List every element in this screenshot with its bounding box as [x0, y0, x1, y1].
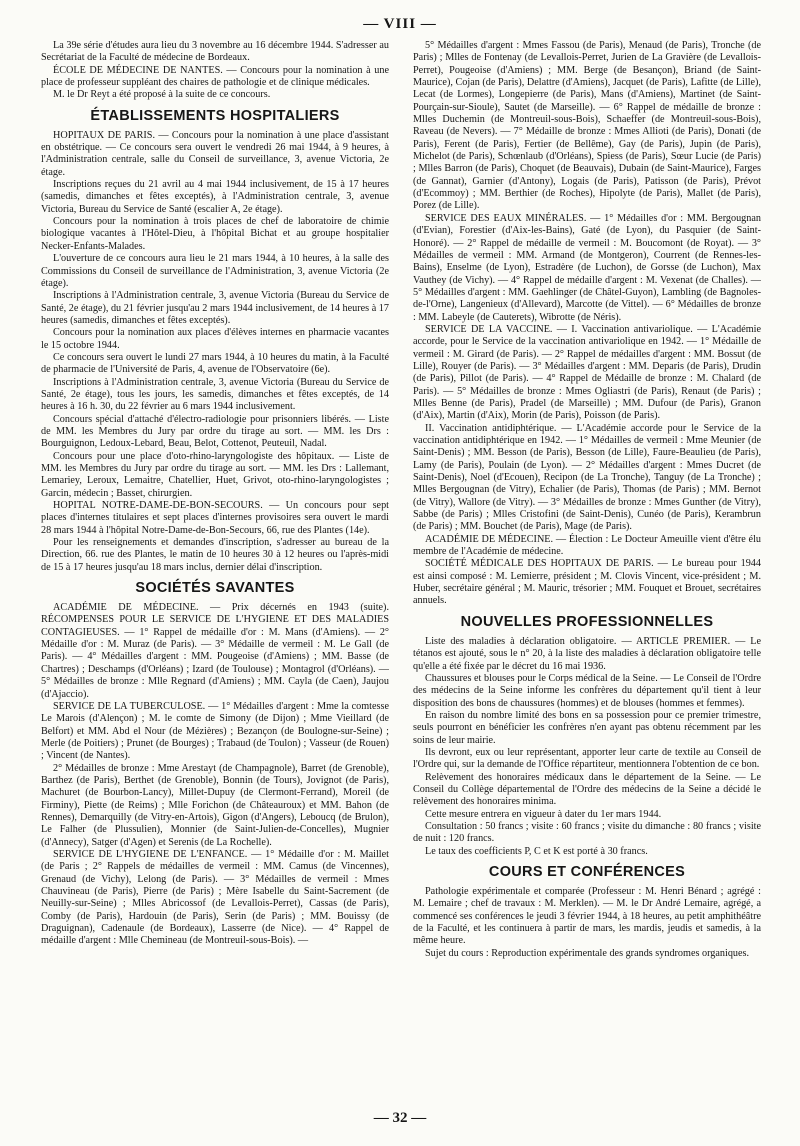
- paragraph: Ils devront, eux ou leur représentant, apporter leur carte de textile au Conseil de l'Ordre qui, sur la demande de l'Office répartiteur, mentionnera l'obtention de ce bon.: [413, 746, 761, 771]
- paragraph: Inscriptions à l'Administration centrale, 3, avenue Victoria (Bureau du Service de Santé, 2e étage), tous les jours, les samedis, dimanches et fêtes exceptés, de 14 heures à 16 h. 30, du 22 février au 6 mars 1944 inclusivement.: [41, 376, 389, 413]
- paragraph: L'ouverture de ce concours aura lieu le 21 mars 1944, à 10 heures, à la salle des Commissions du Conseil de surveillance de l'Administration, 3, avenue Victoria (2e étage).: [41, 253, 389, 289]
- paragraph: ACADÉMIE DE MÉDECINE. — Élection : Le Docteur Ameuille vient d'être élu membre de l'Académie de médecine.: [413, 533, 761, 558]
- paragraph: SERVICE DE LA VACCINE. — I. Vaccination antivariolique. — L'Académie accorde, pour le Service de la vaccination antivariolique en 1942. — 1° Médaille de vermeil : M. Girard (de Paris). — 2° Rappel de médailles d'argent : MM. Bossut (de Lille), Rouyer (de Paris). — 3° Médailles d'argent : MM. Deparis (de Paris), Drudin (de Paris), Pillot (de Paris). — 4° Rappel de Médaille de bronze : M. Chalard (de Paris). — 5° Médailles de bronze : Mmes Ogliastri (de Paris), Renaut (de Paris) ; Mlles Benne (de Paris), Pradel (de Marseille) ; MM. Dufour (de Paris), Granon (d'Aix), Martin (d'Aix), Morin (de Paris), Poisson (de Paris).: [413, 323, 761, 422]
- paragraph: Liste des maladies à déclaration obligatoire. — ARTICLE PREMIER. — Le tétanos est ajouté, sous le n° 20, à la liste des maladies à déclaration obligatoire telle qu'elle a été fixée par le décret du 16 mai 1936.: [413, 635, 761, 672]
- page-number: — 32 —: [373, 1110, 427, 1126]
- paragraph: SERVICE DE L'HYGIENE DE L'ENFANCE. — 1° Médaille d'or : M. Maillet (de Paris ; 2° Rappels de médailles de vermeil : MM. Camus (de Vincennes), Grenaud (de Vichy), Lelong (de Paris). — 3° Médailles de vermeil : Mmes Chauvineau (de Paris), Pierre (de Paris) ; Mère Isabelle du Saint-Sacrement (de Neuilly-sur-Seine) ; Mlles Abricossof (de Levallois-Perret), Cassas (de Paris), Comby (de Paris), Hardouin (de Paris), Serin (de Paris) ; MM. Bouissy (de Draguignan), Cadenaule (de Bordeaux), Lasserre (de Nice). — 4° Rappel de médaille d'argent : Mlle Chemineau (de Montreuil-sous-Bois). —: [41, 848, 389, 947]
- paragraph: La 39e série d'études aura lieu du 3 novembre au 16 décembre 1944. S'adresser au Secrétariat de la Faculté de médecine de Bordeaux.: [41, 40, 389, 64]
- paragraph: Sujet du cours : Reproduction expérimentale des grands syndromes organiques.: [425, 947, 750, 959]
- paragraph: Concours pour la nomination aux places d'élèves internes en pharmacie vacantes le 15 octobre 1944.: [41, 327, 389, 351]
- paragraph: SERVICE DES EAUX MINÉRALES. — 1° Médailles d'or : MM. Bergougnan (d'Evian), Forestier (d'Aix-les-Bains), Gaté (de Lyon), du Pasquier (de Saint-Honoré). — 2° Rappel de médaille de vermeil : M. Boucomont (de Royat). — 3° Médailles de vermeil : MM. Armand (de Montgeron), Courrent (de Rennes-les-Bains), Enselme (de Lyon), Estradère (de Luchon), de Gorsse (de Luchon), Max Vauthey (de Vichy). — 4° Rappel de médaille d'argent : M. Vexenat (de Challes). — 5° Médailles d'argent : MM. Gaehlinger (de Châtel-Guyon), Lambling (de Bagnoles-de-l'Orne), Langenieux (d'Allevard), Marcotte (de Vittel). — 6° Médailles de bronze : MM. Labeyle (de Cauterets), Wibrotte (de Néris).: [413, 212, 761, 323]
- page-header-roman: — VIII —: [363, 16, 437, 32]
- section-heading: NOUVELLES PROFESSIONNELLES: [460, 613, 714, 630]
- section-heading: ÉTABLISSEMENTS HOSPITALIERS: [90, 107, 340, 124]
- paragraph: Concours spécial d'attaché d'électro-radiologie pour prisonniers libérés. — Liste de MM. les Membres du Jury par ordre du tirage au sort. — MM. les Drs : Bourguignon, Ledoux-Lebard, Beau, Belot, Cottenot, Peuteuil, Nadal.: [41, 413, 389, 450]
- paragraph: SERVICE DE LA TUBERCULOSE. — 1° Médailles d'argent : Mme la comtesse Le Marois (d'Alençon) ; M. le comte de Simony (de Dijon) ; Mme Vieillard (de Belfort) et MM. Abd el Nour (de Mézières) ; Bezançon (de Boulogne-sur-Seine) ; Merle (de Poitiers) ; Prunet (de Bourges) ; Trabaud (de Toulon) ; Vasseur (de Rouen) ; Vincent (de Nantes).: [41, 700, 389, 762]
- paragraph: HOPITAL NOTRE-DAME-DE-BON-SECOURS. — Un concours pour sept places d'internes titulaires et sept places d'internes provisoires sera ouvert le mardi 28 mars 1944 à l'hôpital Notre-Dame-de-Bon-Secours, 66, rue des Plantes (14e).: [41, 500, 389, 536]
- paragraph: Ce concours sera ouvert le lundi 27 mars 1944, à 10 heures du matin, à la Faculté de pharmacie de l'Université de Paris, 4, avenue de l'Observatoire (6e).: [41, 351, 389, 376]
- paragraph: 2° Médailles de bronze : Mme Arestayt (de Champagnole), Barret (de Grenoble), Barthez (de Paris), Berthet (de Grenoble), Bonnin (de Tours), Jovignot (de Paris), Machuret (de Bourbon-Lancy), Millet-Dupuy (de Clermont-Ferrand), Moreil (de Firminy), Piette (de Reims) ; Mlle Forichon (de Châteauroux) et MM. Bahon (de Rennes), Demarquilly (de Vitry-en-Artois), Gigon (d'Angers), Leboucq (de Brulon), Le Falher (de Plussulien), Monnier (de Saint-Julien-de-Concelles), Mugnier (d'Annecy), Satger (d'Agen) et Serenis (de La Rochelle).: [41, 762, 389, 848]
- paragraph: Chaussures et blouses pour le Corps médical de la Seine. — Le Conseil de l'Ordre des médecins de la Seine informe les confrères du département qu'il tient à leur disposition des bons de chaussures (hommes) et de blouses (hommes et femmes).: [413, 672, 761, 709]
- paragraph: M. le Dr Reyt a été proposé à la suite de ce concours.: [53, 89, 271, 101]
- left-column: [41, 40, 389, 1092]
- paragraph: Inscriptions reçues du 21 avril au 4 mai 1944 inclusivement, de 15 à 17 heures (samedis, dimanches et fêtes exceptés), à l'Administration centrale, 3, avenue Victoria, Bureau du Service de Santé (escalier A, 2e étage).: [41, 179, 389, 215]
- paragraph: SOCIÉTÉ MÉDICALE DES HOPITAUX DE PARIS. — Le bureau pour 1944 est ainsi composé : M. Lemierre, président ; M. Clovis Vincent, vice-président ; M. Huber, secrétaire général ; M. Mauric, trésorier ; MM. Fouquet et Brouet, secrétaires annuels.: [413, 558, 761, 607]
- paragraph: Le taux des coefficients P, C et K est porté à 30 francs.: [425, 845, 648, 857]
- right-column: [413, 40, 761, 1092]
- paragraph: ACADÉMIE DE MÉDECINE. — Prix décernés en 1943 (suite). RÉCOMPENSES POUR LE SERVICE DE L'HYGIENE ET DES MALADIES CONTAGIEUSES. — 1° Rappel de médaille d'or : M. Mans (d'Amiens). — 2° Médaille d'or : M. Muraz (de Paris). — 3° Médaille de vermeil : M. Le Gall (de Paris). — 4° Médailles d'argent : MM. Pougeoise (d'Amiens) ; MM. Basse (de Chartres) ; Deschamps (d'Orléans) ; Izard (de Toulouse) ; Montagrol (d'Orléans). — 5° Médailles de bronze : Mlle Regnard (d'Amiens) ; MM. Cayla (de Caen), Jaujou (d'Ajaccio).: [41, 602, 389, 700]
- paragraph: HOPITAUX DE PARIS. — Concours pour la nomination à une place d'assistant en obstétrique. — Ce concours sera ouvert le vendredi 26 mai 1944, à 9 heures, à l'Administration centrale, salle du Conseil de surveillance, 3, avenue Victoria, 2e étage.: [41, 129, 389, 178]
- paragraph: ÉCOLE DE MÉDECINE DE NANTES. — Concours pour la nomination à une place de professeur suppléant des chaires de pathologie et de clinique médicales.: [41, 64, 389, 89]
- paragraph: Concours pour la nomination à trois places de chef de laboratoire de chimie biologique vacantes à l'Hôtel-Dieu, à l'hôpital Bichat et au groupe hospitalier Necker-Enfants-Malades.: [41, 216, 389, 252]
- paragraph: Pathologie expérimentale et comparée (Professeur : M. Henri Bénard ; agrégé : M. Lemaire ; chef de travaux : M. Merklen). — M. le Dr André Lemaire, agrégé, a commencé ses conférences le jeudi 3 février 1944, à 18 heures, au petit amphithéâtre de la Faculté, et les continuera à partir de mars, les mardis, jeudis et samedis, à la même heure.: [413, 886, 761, 947]
- paragraph: Pour les renseignements et demandes d'inscription, s'adresser au bureau de la Direction, 66. rue des Plantes, le matin de 10 heures 30 à 12 heures ou l'après-midi de 15 à 17 heures jusqu'au 18 mars inclus, dernier délai d'inscription.: [41, 537, 389, 573]
- section-heading: SOCIÉTÉS SAVANTES: [135, 580, 295, 597]
- paragraph: Concours pour une place d'oto-rhino-laryngologiste des hôpitaux. — Liste de MM. les Membres du Jury par ordre du tirage au sort. — MM. les Drs : Lallemant, Lemariey, Leroux, Lemaitre, Chatellier, Huet, Grivot, oto-rhino-laryngologistes ; Garcin, médecin ; Basset, chirurgien.: [41, 450, 389, 499]
- paragraph: II. Vaccination antidiphtérique. — L'Académie accorde pour le Service de la vaccination antidiphtérique en 1942. — 1° Médailles de vermeil : Mme Meunier (de Saint-Denis) ; MM. Besson (de Paris), Besson (de Lille), Faure-Beaulieu (de Paris), Lamy (de Paris), Poulain (de Lyon). — 2° Médailles d'argent : Mmes Ducret (de Saint-Denis), Noel (d'Ecouen), Recipon (de La Tronche), Tanguy (de La Tronche) ; Mlles Bergougnan (de Vitry), Echalier (de Paris), Thomas (de Paris) ; MM. Bernot (de Vitry), Wallore (de Vitry). — 3° Médailles de bronze : Mmes Gunther (de Vitry), Sabbe (de Paris) ; Mlles Cristofini (de Saint-Denis), Cunéo (de Paris), Kerambrun (de Paris) ; MM. Bouchet (de Paris), Mage (de Paris).: [413, 422, 761, 533]
- paragraph: En raison du nombre limité des bons en sa possession pour ce premier trimestre, seuls pourront en bénéficier les confrères n'en ayant pas obtenu récemment par les soins de leur mairie.: [413, 709, 761, 746]
- paragraph: Cette mesure entrera en vigueur à dater du 1er mars 1944.: [425, 808, 662, 820]
- paragraph: Relèvement des honoraires médicaux dans le département de la Seine. — Le Conseil du Collège départemental de l'Ordre des médecins de la Seine a décidé le relèvement des honoraires minima.: [413, 771, 761, 808]
- paragraph: 5° Médailles d'argent : Mmes Fassou (de Paris), Menaud (de Paris), Tronche (de Paris) ; Mlles de Fontenay (de Levallois-Perret, Jurien de La Gravière (de Levallois-Perret), Pougeoise (d'Amiens) ; MM. Berge (de Besançon), Briand (de Saint-Maurice), Cojan (de Paris), Delattre (d'Amiens), Jacquet (de Paris), Lafitte (de Lille), Lecat (de Lormes), Longepierre (de Paris), Mans (d'Amiens), Martinet (de Saint-Pourçain-sur-Sioule), Sautet (de Marseille). — 6° Rappel de médaille de bronze : Mlles Duchemin (de Montreuil-sous-Bois), Schaeffer (de Montreuil-sous-Bois), Raveau (de Nevers). — 7° Médaille de bronze : Mmes Allioti (de Paris), Donati (de Paris), Ferent (de Paris), Fertier (de Bellême), Gay (de Paris), Jupin (de Paris), Michelot (de Paris), Schœnlaub (d'Orléans), Spiess (de Paris), Sœur Lucie (de Paris) ; Mlles Barron (de Paris), Choquet (de Beauvais), Dubain (de Saint-Maurice), Farges (de Gannat), Garnier (d'Antony), Logais (de Paris), Patisson (de Paris), Prévot (d'Ecommoy) ; MM. Berthier (de Roches), Hipolyte (de Paris), Mallet (de Paris), Porez (de Lille).: [413, 40, 761, 212]
- section-heading: COURS ET CONFÉRENCES: [488, 864, 686, 880]
- paragraph: Consultation : 50 francs ; visite : 60 francs ; visite du dimanche : 80 francs ; visite de nuit : 120 francs.: [413, 820, 761, 845]
- paragraph: Inscriptions à l'Administration centrale, 3, avenue Victoria (Bureau du Service de Santé, 2e étage), du 21 février jusqu'au 2 mars 1944 inclusivement, de 14 heures à 17 heures (samedis, dimanches et fêtes exceptés).: [41, 290, 389, 326]
